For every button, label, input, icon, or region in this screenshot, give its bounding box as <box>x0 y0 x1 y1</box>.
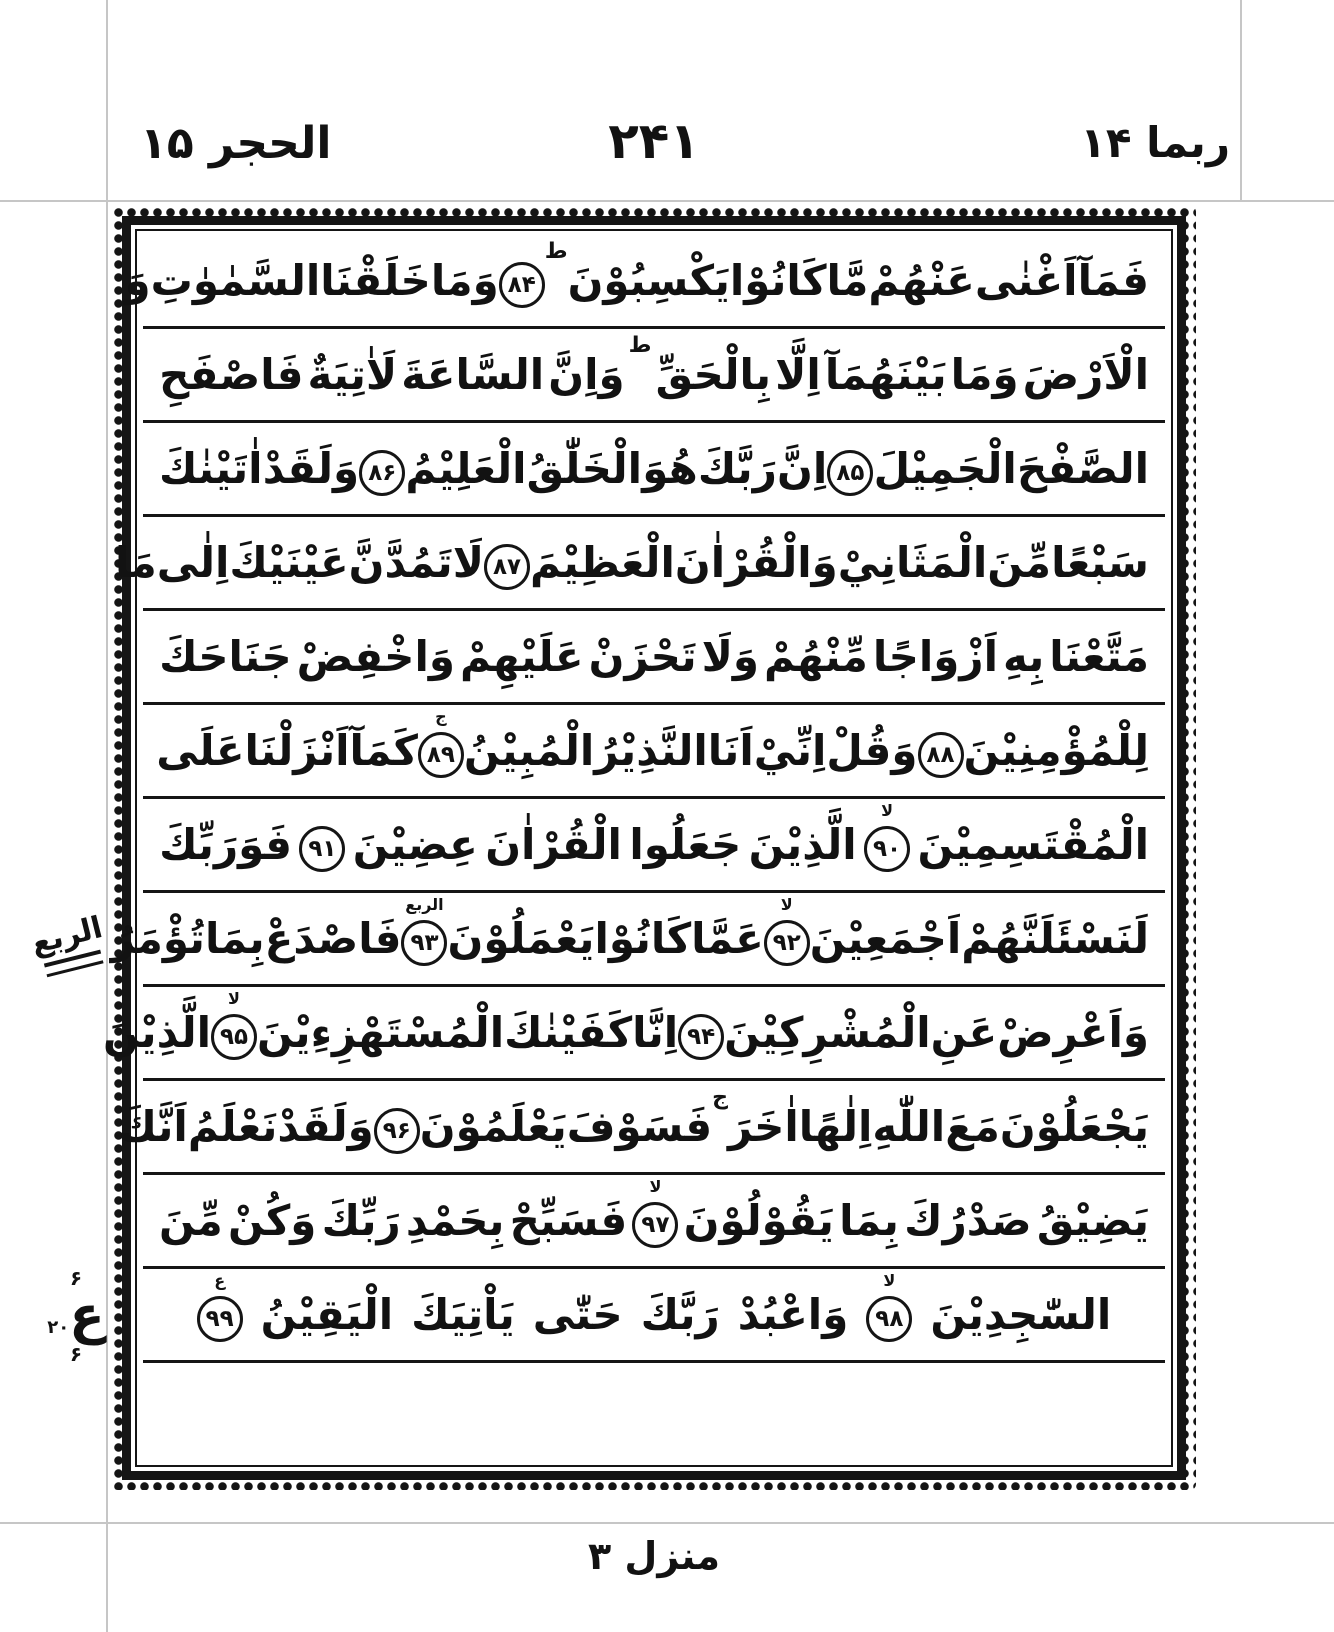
quran-word: لَنَسْئَلَنَّهُمْ <box>961 914 1149 963</box>
quran-word: الصَّفْحَ <box>1016 444 1149 493</box>
ruku-count-top: ۶ <box>69 1266 83 1290</box>
quran-word: كَفَيْنٰكَ <box>504 1008 633 1057</box>
quran-word: عَلَى <box>156 726 245 775</box>
quran-word: اَنْزَلْنَا <box>244 726 350 775</box>
quran-word: رَبَّكَ <box>697 444 777 493</box>
quran-word: مِّنْهُمْ <box>764 632 868 681</box>
ayah-number-marker: ۹۱ <box>299 826 345 872</box>
waqf-mark: ط <box>544 239 568 264</box>
waqf-mark: ع <box>214 1270 226 1290</box>
quran-word: مِّنَ <box>987 538 1052 587</box>
quran-word: صَدْرُكَ <box>904 1196 1032 1245</box>
quran-word: هُوَ <box>642 444 698 493</box>
quran-word: الْخَلّٰقُ <box>526 444 643 493</box>
ayah-number-marker: ۸۵ <box>827 450 873 496</box>
quran-word: لَاٰتِيَةٌ <box>307 350 398 399</box>
text-area <box>103 216 1186 1480</box>
waqf-mark: لا <box>228 988 240 1008</box>
ayah-number-marker: ۹۹ ع <box>197 1296 243 1342</box>
quran-word: الَّذِيْنَ <box>748 820 857 869</box>
quran-word: بِالْحَقِّ <box>655 350 772 399</box>
quran-word: اللّٰهِ <box>872 1102 946 1151</box>
empty-line <box>143 1360 1165 1461</box>
quran-word: مَتَّعْنَا <box>1049 632 1149 681</box>
quran-word: حَتّٰى <box>532 1290 623 1339</box>
quran-word: وَمَا <box>430 256 499 305</box>
quran-word: بِهِ <box>1002 632 1045 681</box>
quran-word: يَجْعَلُوْنَ <box>999 1102 1149 1151</box>
quran-word: نَعْلَمُ <box>187 1102 278 1151</box>
juz-title: ربما ۱۴ <box>1080 118 1230 167</box>
ruku-marker <box>44 1266 108 1366</box>
ayah-number-marker: ۸۷ <box>484 544 530 590</box>
quran-word: بِمَا <box>204 914 265 963</box>
quran-word: يَاْتِيَكَ <box>411 1290 515 1339</box>
waqf-mark: لا <box>780 894 793 914</box>
quran-word: عَنْهُمْ <box>868 256 975 305</box>
quran-word: النَّذِيْرُ <box>594 726 708 775</box>
quran-line-1 <box>124 235 1165 326</box>
quran-word: اَغْنٰى <box>974 256 1078 305</box>
quran-word: اَزْوَاجًا <box>872 632 998 681</box>
quran-word: الْيَقِيْنُ <box>260 1290 394 1339</box>
quran-word: بِحَمْدِ <box>405 1196 505 1245</box>
ayah-number-marker: ۹۶ <box>374 1108 420 1154</box>
quran-word: اِنَّا <box>632 1008 679 1057</box>
waqf-mark: ط <box>628 333 652 358</box>
ayah-number-marker: ۹۰ لا <box>864 826 910 872</box>
quran-word: وَلَا <box>701 632 760 681</box>
left-margin-rule <box>106 0 108 1632</box>
quran-word: فَاصْدَعْ <box>264 914 402 963</box>
quran-word: فَاصْفَحِ <box>159 350 304 399</box>
quran-word: وَلَقَدْ <box>277 1102 374 1151</box>
waqf-mark: ج <box>712 1085 728 1110</box>
quran-word: الْعَظِيْمَ <box>529 538 675 587</box>
quran-word: الْعَلِيْمُ <box>405 444 527 493</box>
quran-word: عَلَيْهِمْ <box>459 632 584 681</box>
waqf-mark: لا <box>883 1270 896 1290</box>
quran-word: يَعْمَلُوْنَ <box>447 914 595 963</box>
quran-word: الْمُشْرِكِيْنَ <box>724 1008 931 1057</box>
quran-word: يَقُوْلُوْنَ <box>683 1196 834 1245</box>
quran-word: الْقُرْاٰنَ <box>485 820 622 869</box>
footer-divider-rule <box>0 1522 1334 1524</box>
quran-word: الْمُبِيْنُ <box>463 726 595 775</box>
quran-word: عَنِ <box>930 1008 998 1057</box>
quran-word: تُؤْمَرُ <box>110 914 205 963</box>
quran-word: الْمُقْتَسِمِيْنَ <box>917 820 1149 869</box>
ayah-number-marker: ۹۷ لا <box>632 1202 678 1248</box>
quran-word: اٰتَيْنٰكَ <box>159 444 263 493</box>
quran-word: رَبَّكَ <box>640 1290 720 1339</box>
waqf-mark: ج <box>435 706 447 726</box>
quran-word: وَاِنَّ <box>548 350 625 399</box>
quran-word: مَعَ <box>945 1102 1000 1151</box>
page-number: ۲۴۱ <box>608 112 700 170</box>
quran-line-5 <box>143 608 1165 702</box>
ruku-ain-glyph: ع <box>69 1286 105 1346</box>
ruku-count-bottom: ۶ <box>69 1342 83 1366</box>
quran-word: الْاَرْضَ <box>1022 350 1149 399</box>
surah-title: الحجر ۱۵ <box>140 118 332 169</box>
quran-word: وَ <box>124 256 151 305</box>
ruku-letter-group <box>47 1286 105 1346</box>
quran-word: وَاَعْرِضْ <box>997 1008 1149 1057</box>
quran-line-7 <box>143 796 1165 890</box>
quarter-hizb-label: الربع <box>27 910 106 962</box>
quran-word: فَمَآ <box>1077 256 1149 305</box>
quran-word: خَلَقْنَا <box>320 256 431 305</box>
ayah-number-marker: ۹۵ لا <box>211 1014 257 1060</box>
quran-word: اِنِّيْ <box>753 726 827 775</box>
quran-word: سَبْعًا <box>1051 538 1149 587</box>
quran-word: الْجَمِيْلَ <box>873 444 1017 493</box>
quran-line-9 <box>103 984 1165 1078</box>
quran-word: اَجْمَعِيْنَ <box>809 914 962 963</box>
quran-word: وَكُنْ <box>228 1196 317 1245</box>
quran-word: يَضِيْقُ <box>1036 1196 1149 1245</box>
quran-word: يَكْسِبُوْنَ <box>567 256 730 305</box>
quran-word: مِّنَ <box>159 1196 223 1245</box>
quran-line-3 <box>143 420 1165 514</box>
ayah-number-marker: ۸۸ <box>918 732 964 778</box>
quran-word: اِلٰهًا <box>798 1102 873 1151</box>
quran-word: وَلَقَدْ <box>262 444 360 493</box>
quran-word: وَقُلْ <box>826 726 918 775</box>
quran-word: بِمَا <box>839 1196 899 1245</box>
quran-word: عَيْنَيْكَ <box>229 538 349 587</box>
header-divider-rule <box>0 200 1334 202</box>
manzil-label: منزل ۳ <box>587 1534 721 1578</box>
quran-word: تَحْزَنْ <box>588 632 697 681</box>
quran-line-8 <box>110 890 1165 984</box>
quran-word: الْمُسْتَهْزِءِيْنَ <box>257 1008 505 1057</box>
ayah-number-marker: ۹۴ <box>678 1014 724 1060</box>
quran-word: تَمُدَّنَّ <box>348 538 453 587</box>
quran-line-4 <box>114 514 1165 608</box>
quran-word: كَانُوْا <box>594 914 692 963</box>
waqf-mark: لا <box>649 1176 662 1196</box>
right-margin-rule <box>1240 0 1242 202</box>
quran-word: وَاعْبُدْ <box>737 1290 849 1339</box>
ruku-count-middle: ۲۰ <box>47 1317 70 1338</box>
quran-word: اِنَّ <box>777 444 828 493</box>
quran-word: اِلٰى <box>156 538 230 587</box>
waqf-mark: لا <box>881 800 894 820</box>
quran-word: وَاخْفِضْ <box>296 632 455 681</box>
quran-word: عَمَّا <box>691 914 764 963</box>
ayah-number-marker: ۹۲ لا <box>764 920 810 966</box>
quran-word: فَسَبِّحْ <box>509 1196 628 1245</box>
ayah-number-marker: ۸۹ ج <box>418 732 464 778</box>
quran-word: الَّذِيْنَ <box>103 1008 211 1057</box>
quran-word: اٰخَرَ <box>727 1102 799 1151</box>
quran-word: كَانُوْا <box>729 256 827 305</box>
quran-word: عِضِيْنَ <box>352 820 478 869</box>
ayah-number-marker: ۸۶ <box>359 450 405 496</box>
quran-line-10 <box>118 1078 1165 1172</box>
quran-word: اَنَّكَ <box>118 1102 188 1151</box>
quran-word: رَبِّكَ <box>321 1196 401 1245</box>
quran-word: فَوَرَبِّكَ <box>159 820 292 869</box>
quran-word: مَّا <box>826 256 869 305</box>
quran-line-2 <box>143 326 1165 420</box>
quran-word: فَسَوْفَ <box>566 1102 713 1151</box>
quran-word: بَيْنَهُمَآ <box>824 350 947 399</box>
quran-word: جَعَلُوا <box>629 820 742 869</box>
quran-word: مَا <box>114 538 157 587</box>
quran-word: وَالْقُرْاٰنَ <box>674 538 838 587</box>
quran-word: السّٰجِدِيْنَ <box>930 1290 1112 1339</box>
quran-line-12 <box>143 1266 1165 1360</box>
quran-word: السَّمٰوٰتِ <box>150 256 321 305</box>
quran-line-6 <box>143 702 1165 796</box>
quran-word: جَنَاحَكَ <box>159 632 292 681</box>
quarter-hizb-marker <box>21 908 117 980</box>
quran-word: لَا <box>452 538 484 587</box>
quran-word: الْمَثَانِيْ <box>837 538 988 587</box>
ayah-number-marker: ۸۴ <box>499 262 545 308</box>
quran-word: وَمَا <box>950 350 1019 399</box>
quran-line-11 <box>143 1172 1165 1266</box>
decorative-beaded-frame <box>103 206 1196 1490</box>
quran-word: لِلْمُؤْمِنِيْنَ <box>963 726 1149 775</box>
ayah-number-marker: ۹۳ الربع <box>401 920 447 966</box>
quran-word: السَّاعَةَ <box>401 350 545 399</box>
ayah-number-marker: ۹۸ لا <box>866 1296 912 1342</box>
quran-word: كَمَآ <box>349 726 418 775</box>
quran-word: اِلَّا <box>775 350 821 399</box>
quran-word: يَعْلَمُوْنَ <box>419 1102 567 1151</box>
waqf-mark: الربع <box>405 894 444 914</box>
quran-word: اَنَا <box>707 726 754 775</box>
